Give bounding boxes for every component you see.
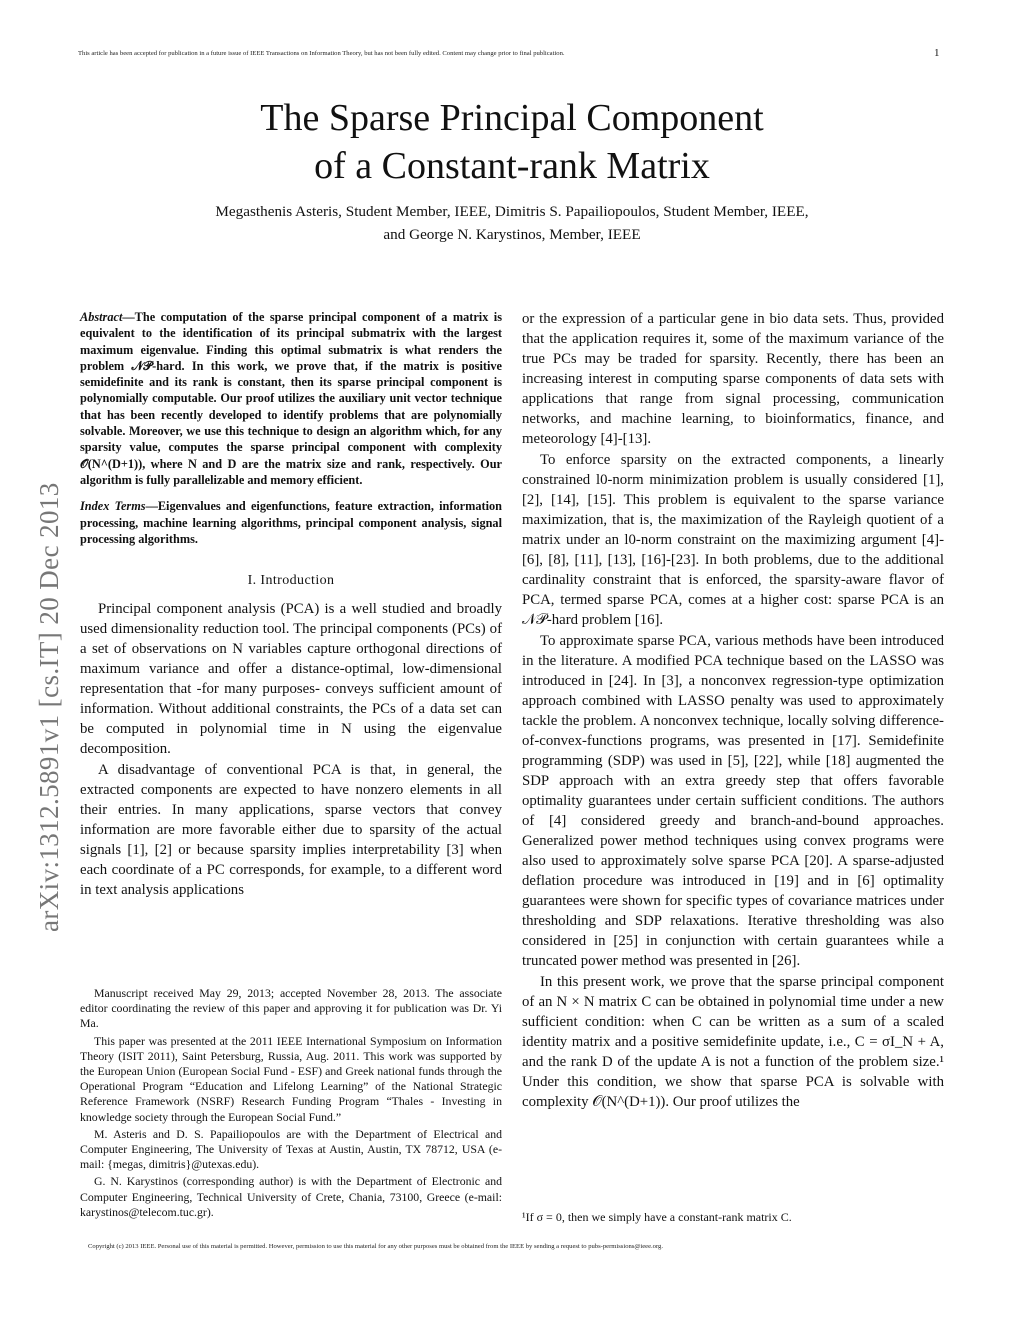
- abstract-label: Abstract: [80, 310, 123, 324]
- intro-paragraph-1: Principal component analysis (PCA) is a well studied and broadly used dimensionality reduction tool. The principal components (PCs) of a set of observations on N variables capture orthogonal directions of maximum variance and offer a distance-optimal, low-dimensional representation that -for many purposes- conveys sufficient amount of information. Without additional constraints, the PCs of a data set can be computed in polynomial time in N using the eigenvalue decomposition.: [80, 601, 502, 758]
- intro-paragraph-4: To enforce sparsity on the extracted components, a linearly constrained l0-norm minimization problem is usually considered [1], [2], [14], [15]. This problem is equivalent to the sparse variance maximization, that is, the maximization of the Rayleigh quotient of a matrix under an l0-norm constraint on the maximizing argument [4]-[6], [8], [11], [13], [16]-[23]. In both problems, due to the additional cardinality constraint that is enforced, the sparsity-aware flavor of PCA, termed sparse PCA, comes at a higher cost: sparse PCA is an 𝒩𝒫-hard problem [16].: [522, 452, 944, 628]
- arxiv-stamp: arXiv:1312.5891v1 [cs.IT] 20 Dec 2013: [34, 482, 64, 932]
- footnote-affiliation-ut: M. Asteris and D. S. Papailiopoulos are with the Department of Electrical and Computer Engineering, The University of Texas at Austin, Austin, TX 78712, USA (e-mail: {megas, dimitris}@utexas.edu).: [80, 1126, 502, 1172]
- footnote-conference: This paper was presented at the 2011 IEEE International Symposium on Information Theory (ISIT 2011), Saint Petersburg, Russia, Aug. 2011. This work was supported by the European Union (European Social Fund - ESF) and Greek national funds through the Operational Program “Education and Lifelong Learning” of the National Strategic Reference Framework (NSRF) Research Funding Program “Thales - Investing in knowledge society through the European Social Fund.”: [80, 1033, 502, 1124]
- intro-paragraph-3: or the expression of a particular gene in bio data sets. Thus, provided that the application requires it, some of the maximum variance of the true PCs may be traded for sparsity. Recently, there has been an increasing interest in computing sparse components of data sets with applications that range from signal processing, communication networks, and machine learning, to bioinformatics, finance, and meteorology [4]-[13].: [522, 311, 944, 447]
- abstract: [80, 309, 502, 488]
- journal-header-note: This article has been accepted for publication in a future issue of IEEE Transactions on Information Theory, but has not been fully edited. Content may change prior to final publication.: [78, 50, 565, 57]
- right-column: [522, 309, 944, 1112]
- authors-line-2: and George N. Karystinos, Member, IEEE: [383, 226, 641, 243]
- intro-paragraph-6: In this present work, we prove that the sparse principal component of an N × N matrix C can be obtained in polynomial time under a new sufficient condition: when C can be written as a sum of a scaled identity matrix and a positive semidefinite update, i.e., C = σI_N + A, and the rank D of the update A is not a function of the problem size.¹ Under this condition, we show that sparse PCA is solvable with complexity 𝒪(N^(D+1)). Our proof utilizes the: [522, 974, 944, 1110]
- title-line-1: The Sparse Principal Component: [260, 97, 764, 139]
- footnote-affiliation-tuc: G. N. Karystinos (corresponding author) is with the Department of Electronic and Computer Engineering, Technical University of Crete, Chania, 73100, Greece (e-mail: karystinos@telecom.tuc.gr).: [80, 1174, 502, 1219]
- paper-title: [200, 94, 824, 190]
- left-column: [80, 309, 502, 900]
- title-line-2: of a Constant-rank Matrix: [314, 145, 710, 187]
- intro-paragraph-2: A disadvantage of conventional PCA is that, in general, the extracted components are expected to have nonzero elements in all their entries. In many applications, sparse vectors that convey information are more favorable either due to sparsity of the actual signals [1], [2] or because sparsity implies interpretability [3] when each coordinate of a PC corresponds, for example, to a different word in text analysis applications: [80, 762, 502, 899]
- left-footnotes: [80, 986, 502, 1222]
- index-terms: [80, 498, 502, 547]
- authors-line-1: Megasthenis Asteris, Student Member, IEEE, Dimitris S. Papailiopoulos, Student Member, IEEE,: [215, 203, 809, 220]
- index-terms-text: —Eigenvalues and eigenfunctions, feature extraction, information processing, machine learning algorithms, principal component analysis, signal processing algorithms.: [80, 499, 502, 546]
- copyright-notice: Copyright (c) 2013 IEEE. Personal use of this material is permitted. However, permission to use this material for any other purposes must be obtained from the IEEE by sending a request to pubs-permissions@ieee.org.: [88, 1243, 664, 1250]
- section-heading-introduction: I. Introduction: [247, 573, 335, 589]
- footnote-1: ¹If σ = 0, then we simply have a constant-rank matrix C.: [522, 1210, 792, 1224]
- index-terms-label: Index Terms: [80, 499, 146, 514]
- intro-paragraph-5: To approximate sparse PCA, various methods have been introduced in the literature. A modified PCA technique based on the LASSO was introduced in [24]. In [3], a nonconvex regression-type optimization approach combined with LASSO penalty was used to approximately tackle the problem. A nonconvex technique, locally solving difference-of-convex-functions programs, was presented in [17]. Semidefinite programming (SDP) was used in [5], [22], while [18] augmented the SDP approach with an extra greedy step that offers favorable optimality guarantees under certain sufficient conditions. The authors of [4] considered greedy and branch-and-bound approaches. Generalized power method techniques using convex programs were also used to approximately solve sparse PCA [20]. A sparse-adjusted deflation procedure was introduced in [19] and in [6] optimality guarantees were shown for specific types of covariance matrices under thresholding and SDP relaxations. Iterative thresholding was also considered in [25] in conjunction with certain guarantees while a truncated power method was presented in [26].: [522, 633, 944, 969]
- abstract-text: —The computation of the sparse principal component of a matrix is equivalent to the identification of its principal submatrix with the largest maximum eigenvalue. Finding this optimal submatrix is what renders the problem 𝒩𝒫-hard. In this work, we prove that, if the matrix is positive semidefinite and its rank is constant, then its sparse principal component is polynomially computable. Our proof utilizes the auxiliary unit vector technique that has been recently developed to identify problems that are polynomially solvable. Moreover, we use this technique to design an algorithm which, for any sparsity value, computes the sparse principal component with complexity 𝒪(N^(D+1)), where N and D are the matrix size and rank, respectively. Our algorithm is fully parallelizable and memory efficient.: [80, 310, 502, 487]
- page-number: 1: [934, 47, 940, 59]
- footnote-manuscript: Manuscript received May 29, 2013; accepted November 28, 2013. The associate editor coordinating the review of this paper and approving it for publication was Dr. Yi Ma.: [80, 986, 502, 1031]
- author-list: [130, 200, 894, 246]
